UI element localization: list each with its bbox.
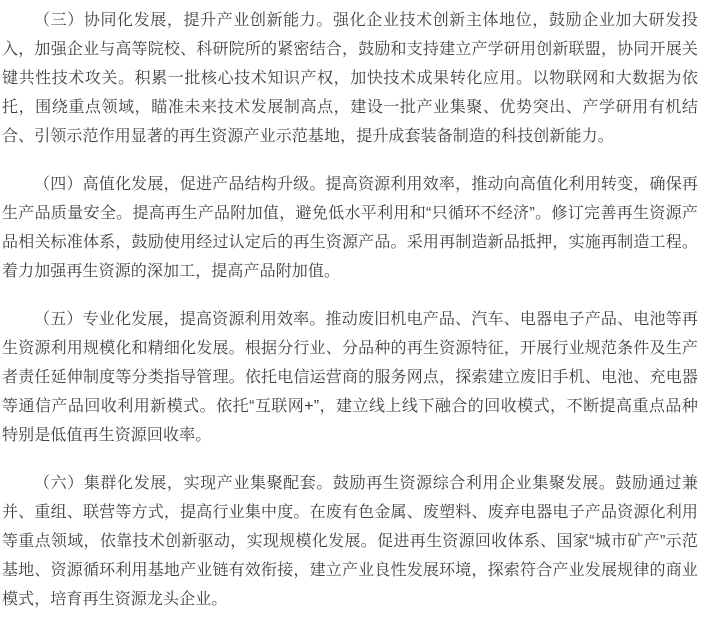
paragraph-section-4: （四）高值化发展，促进产品结构升级。提高资源利用效率，推动向高值化利用转变，确保再生产品质量安全。提高再生产品附加值，避免低水平利用和“只循环不经济”。修订完善再生资源产品相关标准体系，鼓励使用经过认定后的再生资源产品。采用再制造新品抵押，实施再制造工程。着力加强再生资源的深加工，提高产品附加值。 xyxy=(2,176,698,280)
paragraph-section-6: （六）集群化发展，实现产业集聚配套。鼓励再生资源综合利用企业集聚发展。鼓励通过兼并、重组、联营等方式，提高行业集中度。在废有色金属、废塑料、废弃电器电子产品资源化利用等重点领域，依靠技术创新驱动，实现规模化发展。促进再生资源回收体系、国家“城市矿产”示范基地、资源循环利用基地产业链有效衔接，建立产业良性发展环境，探索符合产业发展规律的商业模式，培育再生资源龙头企业。 xyxy=(2,475,698,608)
paragraph-section-3: （三）协同化发展，提升产业创新能力。强化企业技术创新主体地位，鼓励企业加大研发投入，加强企业与高等院校、科研院所的紧密结合，鼓励和支持建立产学研用创新联盟，协同开展关键共性技术攻关。积累一批核心技术知识产权，加快技术成果转化应用。以物联网和大数据为依托，围绕重点领域，瞄准未来技术发展制高点，建设一批产业集聚、优势突出、产学研用有机结合、引领示范作用显著的再生资源产业示范基地，提升成套装备制造的科技创新能力。 xyxy=(2,12,698,145)
paragraph-section-5: （五）专业化发展，提高资源利用效率。推动废旧机电产品、汽车、电器电子产品、电池等再生资源利用规模化和精细化发展。根据分行业、分品种的再生资源特征，开展行业规范条件及生产者责任延伸制度等分类指导管理。依托电信运营商的服务网点，探索建立废旧手机、电池、充电器等通信产品回收利用新模式。依托“互联网+”，建立线上线下融合的回收模式，不断提高重点品种特别是低值再生资源回收率。 xyxy=(2,311,698,444)
